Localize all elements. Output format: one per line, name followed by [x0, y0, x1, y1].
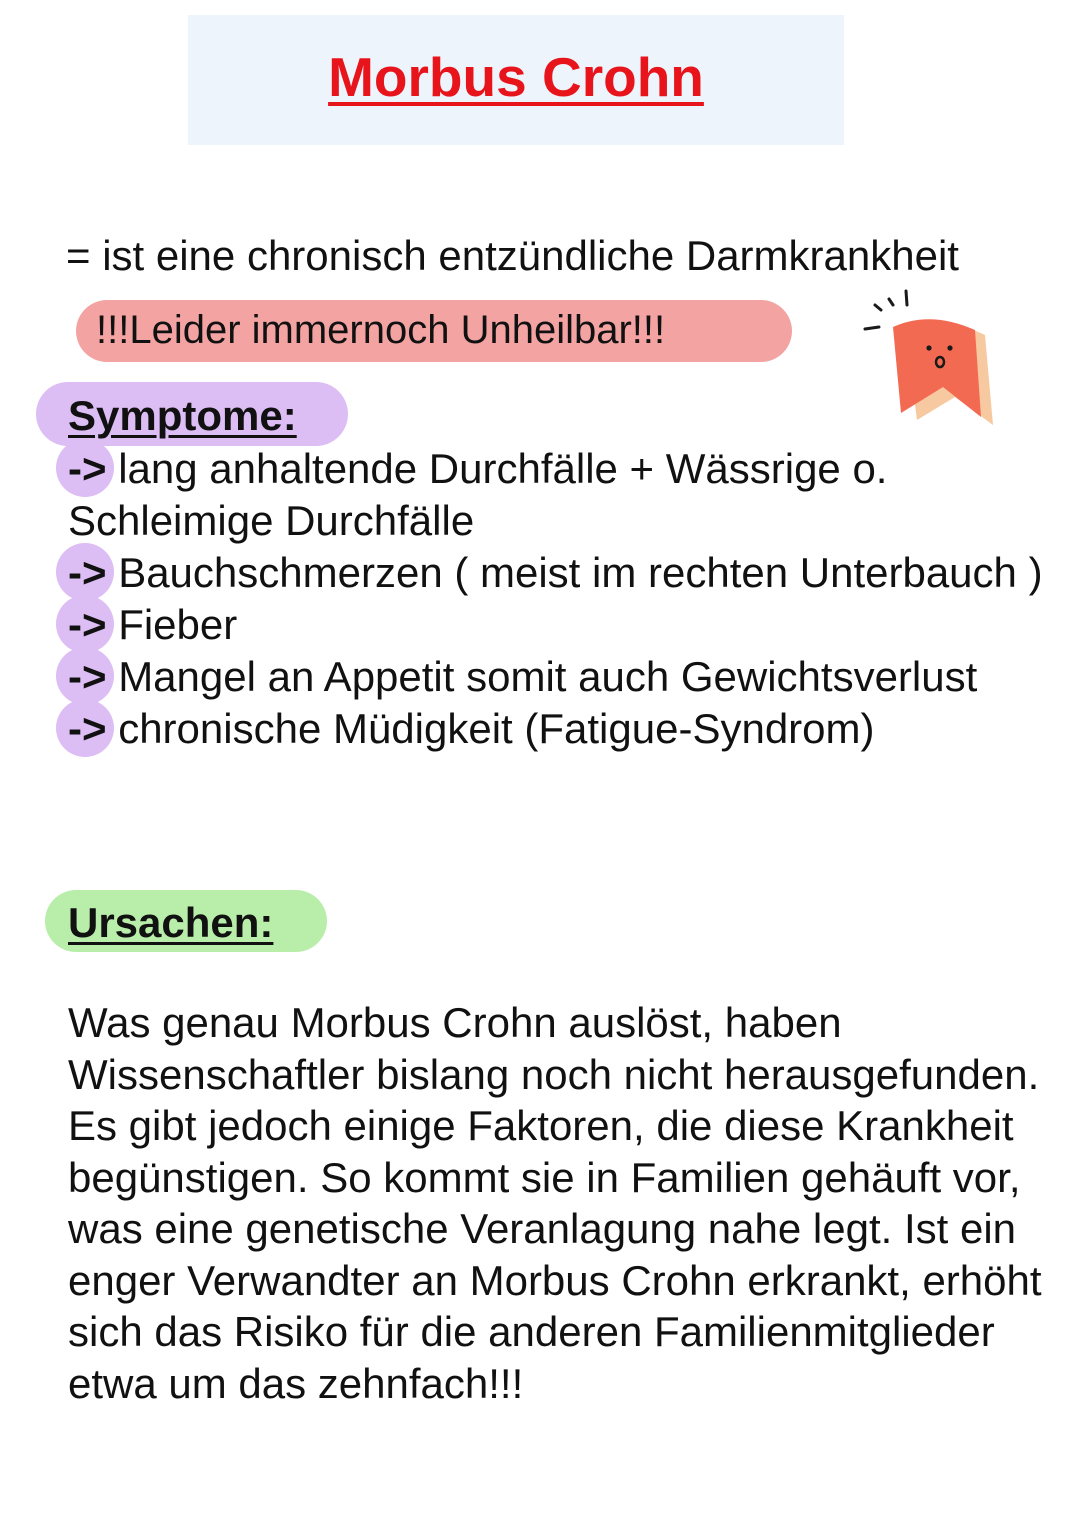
list-item: [68, 547, 1048, 599]
arrow-bullet: ->: [68, 445, 107, 492]
causes-heading: Ursachen:: [68, 899, 274, 946]
arrow-bullet: ->: [68, 601, 107, 648]
arrow-bullet: ->: [68, 705, 107, 752]
symptom-text: Mangel an Appetit somit auch Gewichtsverlust: [118, 653, 978, 700]
symptom-text: chronische Müdigkeit (Fatigue-Syndrom): [118, 705, 875, 752]
symptoms-list: [68, 443, 1048, 755]
list-item: [68, 703, 1048, 755]
arrow-bullet: ->: [68, 653, 107, 700]
arrow-bullet: ->: [68, 549, 107, 596]
list-item: [68, 651, 1048, 703]
list-item: [68, 599, 1048, 651]
surprised-bookmark-sticker-icon: [855, 285, 1000, 435]
warning-text: !!!Leider immernoch Unheilbar!!!: [96, 308, 666, 352]
symptom-text: lang anhaltende Durchfälle + Wässrige o. Schleimige Durchfälle: [68, 445, 888, 544]
symptom-text: Bauchschmerzen ( meist im rechten Unterbauch ): [118, 549, 1043, 596]
title-box: [188, 15, 844, 145]
causes-paragraph: Was genau Morbus Crohn auslöst, haben Wissenschaftler bislang noch nicht herausgefunden. Es gibt jedoch einige Faktoren, die diese Krankheit begünstigen. So kommt sie in Familien gehäuft vor, was eine genetische Veranlagung nahe legt. Ist ein enger Verwandter an Morbus Crohn erkrankt, erhöht sich das Risiko für die anderen Familienmitglieder etwa um das zehnfach!!!: [68, 999, 1042, 1407]
symptom-text: Fieber: [118, 601, 238, 648]
symptoms-heading: Symptome:: [68, 392, 297, 439]
list-item: [68, 443, 1048, 547]
page-title: Morbus Crohn: [328, 45, 704, 108]
definition-text: = ist eine chronisch entzündliche Darmkrankheit: [66, 232, 959, 279]
